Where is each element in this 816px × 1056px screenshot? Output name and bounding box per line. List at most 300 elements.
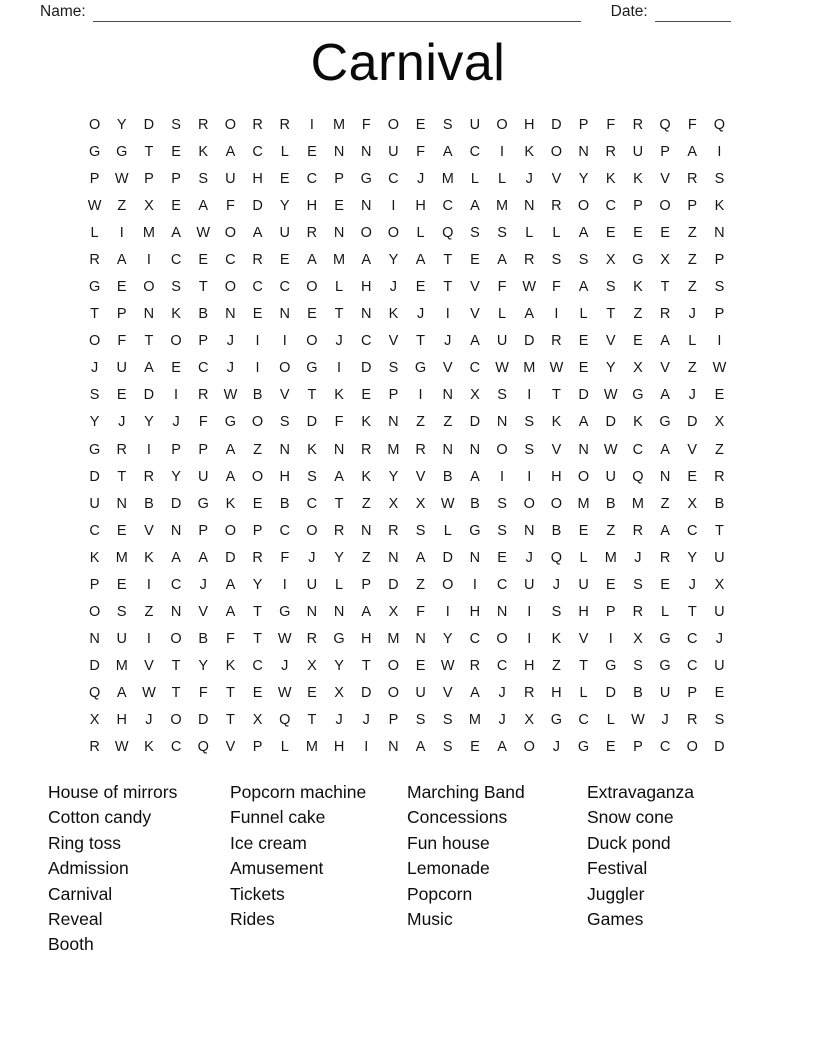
grid-letter: U [89,495,100,512]
grid-letter: R [524,685,535,702]
grid-letter: N [524,522,535,539]
grid-letter: A [497,251,507,268]
grid-letter: R [198,116,209,133]
grid-letter: E [415,116,426,133]
grid-letter: R [279,116,290,133]
grid-letter: Y [442,631,453,648]
grid-letter: H [252,170,263,187]
grid-letter: H [551,685,562,702]
grid-letter: Z [443,414,453,431]
grid-letter: Z [361,549,371,566]
grid-letter: Q [442,224,454,241]
grid-letter: Z [117,197,127,214]
grid-letter: E [198,251,209,268]
grid-letter: K [633,414,643,431]
grid-letter: K [225,658,236,675]
grid-letter: Z [253,441,262,458]
grid-letter: C [170,576,182,593]
grid-letter: G [116,143,128,160]
grid-letter: F [225,197,235,214]
grid-letter: B [198,306,209,323]
word-item: Rides [230,909,275,930]
grid-letter: P [633,197,643,214]
grid-letter: P [89,170,100,187]
grid-letter: L [552,224,561,241]
grid-letter: C [496,576,508,593]
grid-letter: E [252,495,263,512]
grid-letter: W [631,712,645,729]
grid-letter: J [715,631,724,648]
grid-letter: C [687,631,698,648]
grid-letter: N [388,549,399,566]
grid-letter: L [579,685,588,702]
grid-letter: W [223,387,238,404]
grid-letter: A [470,685,480,702]
grid-letter: T [307,712,317,729]
grid-letter: W [603,441,618,458]
grid-letter: V [578,631,589,648]
grid-letter: C [469,631,481,648]
grid-letter: L [579,549,588,566]
grid-letter: Z [687,224,697,241]
grid-letter: N [578,441,589,458]
grid-letter: K [605,170,616,187]
grid-letter: C [198,360,209,377]
grid-letter: O [577,197,590,214]
grid-letter: M [387,441,400,458]
grid-letter: N [469,441,481,458]
grid-letter: F [361,116,371,133]
grid-letter: D [687,414,698,431]
grid-letter: M [604,549,617,566]
grid-letter: D [306,414,318,431]
grid-letter: V [388,333,399,350]
grid-letter: U [225,170,236,187]
grid-letter: E [116,279,127,296]
grid-letter: G [632,251,644,268]
grid-letter: H [116,712,127,729]
grid-letter: O [88,333,101,350]
grid-letter: G [88,143,101,160]
grid-letter: M [387,631,400,648]
grid-letter: D [225,549,236,566]
grid-letter: O [387,685,400,702]
grid-letter: S [551,604,562,621]
grid-letter: D [170,495,182,512]
grid-letter: R [306,224,318,241]
grid-letter: C [252,143,263,160]
word-item: Carnival [48,883,113,904]
grid-letter: N [496,414,508,431]
grid-letter: J [362,712,370,729]
grid-letter: E [116,522,127,539]
grid-letter: D [714,739,725,756]
word-item: Ring toss [48,832,121,853]
grid-letter: W [114,739,129,756]
grid-letter: S [171,116,181,133]
grid-letter: I [472,576,477,593]
grid-letter: O [550,143,563,160]
grid-letter: O [306,279,318,296]
grid-letter: I [364,739,369,756]
grid-letter: L [335,279,344,296]
word-item: Booth [48,934,94,955]
grid-letter: Q [550,549,563,566]
word-item: Ice cream [230,832,307,853]
grid-letter: R [632,116,644,133]
grid-letter: Y [252,576,263,593]
grid-letter: U [605,468,616,485]
grid-letter: I [527,468,532,485]
grid-letter: X [470,387,480,404]
grid-letter: D [143,116,155,133]
grid-letter: R [632,604,644,621]
word-item: Reveal [48,909,103,930]
grid-letter: F [416,143,425,160]
grid-letter: U [306,576,318,593]
grid-letter: W [522,279,537,296]
grid-letter: B [198,631,209,648]
grid-letter: P [116,306,127,323]
grid-letter: F [225,631,235,648]
grid-letter: Y [144,414,154,431]
grid-letter: Y [334,658,344,675]
grid-letter: C [496,658,508,675]
grid-letter: R [632,522,644,539]
grid-letter: E [633,224,643,241]
grid-letter: V [442,360,453,377]
grid-letter: X [687,495,698,512]
word-item: Snow cone [587,807,674,828]
grid-letter: G [659,658,671,675]
grid-letter: O [442,576,454,593]
grid-letter: E [714,685,725,702]
grid-letter: L [688,333,697,350]
grid-letter: W [440,495,455,512]
word-bank [0,780,816,965]
grid-letter: B [279,495,290,512]
grid-letter: O [143,279,155,296]
grid-letter: M [305,739,318,756]
grid-letter: X [524,712,535,729]
grid-letter: W [495,360,509,377]
grid-letter: W [277,685,292,702]
grid-letter: E [415,658,426,675]
grid-letter: O [496,631,508,648]
grid-letter: R [361,441,372,458]
word-item: Funnel cake [230,807,326,828]
grid-letter: A [660,387,670,404]
grid-letter: N [388,414,399,431]
word-item: Extravaganza [587,782,695,802]
grid-letter: Y [578,170,589,187]
grid-letter: F [198,685,208,702]
grid-letter: G [306,360,318,377]
grid-letter: E [497,549,507,566]
grid-letter: G [659,631,671,648]
grid-letter: X [660,251,670,268]
grid-letter: J [335,333,343,350]
grid-letter: G [577,739,590,756]
grid-letter: Z [714,441,724,458]
grid-letter: O [306,333,318,350]
grid-letter: L [280,143,289,160]
grid-letter: A [578,224,589,241]
grid-letter: A [660,333,670,350]
grid-letter: E [714,387,725,404]
grid-letter: S [279,414,290,431]
grid-letter: L [579,306,588,323]
grid-letter: R [89,251,100,268]
grid-letter: X [388,495,399,512]
grid-letter: K [551,631,562,648]
word-item: Lemonade [407,858,490,879]
grid-letter: I [282,333,287,350]
grid-letter: A [198,197,209,214]
grid-letter: J [281,658,289,675]
grid-letter: K [388,306,399,323]
word-item: Concessions [407,807,508,828]
grid-letter: E [334,197,344,214]
grid-letter: P [252,739,263,756]
grid-letter: N [333,604,345,621]
grid-letter: Y [334,549,344,566]
grid-letter: F [416,604,425,621]
grid-letter: A [442,143,453,160]
grid-letter: E [605,224,616,241]
grid-letter: U [116,631,127,648]
grid-letter: O [686,739,698,756]
grid-letter: U [524,576,535,593]
grid-letter: U [116,360,127,377]
word-item: Music [407,909,453,930]
grid-letter: I [146,576,151,593]
grid-letter: E [605,576,616,593]
grid-letter: O [523,739,535,756]
grid-letter: Q [88,685,101,702]
grid-letter: C [252,279,263,296]
grid-letter: S [198,170,209,187]
grid-letter: E [252,685,263,702]
grid-letter: L [280,739,289,756]
word-item: Popcorn machine [230,782,367,802]
grid-letter: D [388,576,399,593]
grid-letter: P [144,170,154,187]
grid-letter: I [445,306,450,323]
grid-letter: T [361,658,371,675]
grid-letter: U [388,143,399,160]
grid-letter: J [552,739,561,756]
grid-letter: D [605,685,616,702]
grid-letter: Z [687,251,697,268]
grid-letter: B [252,387,263,404]
grid-letter: A [225,604,236,621]
grid-letter: G [224,414,237,431]
grid-letter: E [171,197,181,214]
grid-letter: H [306,197,318,214]
grid-letter: X [334,685,344,702]
grid-letter: A [116,685,127,702]
grid-letter: X [714,576,725,593]
grid-letter: A [225,576,236,593]
grid-letter: R [551,333,562,350]
grid-letter: E [633,333,643,350]
grid-letter: A [198,549,209,566]
grid-letter: L [416,224,425,241]
word-bank-column [48,780,177,958]
grid-letter: S [551,251,562,268]
grid-letter: R [252,116,263,133]
grid-letter: T [579,658,588,675]
grid-letter: A [660,441,670,458]
grid-letter: A [225,143,236,160]
grid-letter: T [334,495,344,512]
grid-letter: Y [171,468,181,485]
grid-letter: K [361,414,372,431]
grid-letter: S [442,116,453,133]
grid-letter: Z [361,495,371,512]
grid-letter: W [549,360,564,377]
grid-letter: B [633,685,643,702]
grid-letter: C [469,360,481,377]
grid-letter: J [90,360,99,377]
grid-letter: P [714,306,725,323]
grid-letter: N [361,522,372,539]
grid-letter: S [633,576,643,593]
grid-letter: J [172,414,180,431]
grid-letter: M [333,116,346,133]
grid-letter: T [253,631,262,648]
grid-letter: H [415,197,426,214]
grid-letter: J [444,333,452,350]
grid-letter: Z [551,658,561,675]
grid-letter: U [469,116,481,133]
grid-letter: P [252,522,263,539]
grid-letter: T [253,604,262,621]
grid-letter: Z [144,604,154,621]
grid-letter: R [659,549,671,566]
grid-letter: A [307,251,317,268]
grid-letter: T [144,333,154,350]
grid-letter: F [117,333,127,350]
grid-letter: R [198,387,209,404]
word-bank-column [407,780,525,932]
grid-letter: R [306,631,318,648]
grid-letter: T [171,685,181,702]
grid-letter: L [661,604,670,621]
grid-letter: G [88,441,101,458]
grid-letter: A [171,549,181,566]
grid-letter: N [170,604,182,621]
grid-letter: V [415,468,426,485]
grid-letter: P [198,441,209,458]
grid-letter: T [198,279,208,296]
grid-letter: C [687,658,698,675]
grid-letter: I [309,116,314,133]
grid-letter: X [307,658,317,675]
grid-letter: F [606,116,616,133]
grid-letter: I [391,197,396,214]
grid-letter: R [252,549,263,566]
grid-letter: I [337,360,342,377]
grid-letter: P [660,143,670,160]
grid-letter: A [171,224,181,241]
grid-letter: I [174,387,179,404]
grid-letter: Z [416,576,425,593]
grid-letter: O [496,441,508,458]
grid-letter: A [225,441,236,458]
grid-letter: Q [632,468,644,485]
grid-letter: V [687,441,698,458]
grid-letter: K [225,495,236,512]
grid-letter: G [414,360,427,377]
grid-letter: A [578,279,589,296]
grid-letter: L [90,224,99,241]
grid-letter: F [497,279,507,296]
grid-letter: H [524,658,535,675]
grid-letter: P [171,170,181,187]
grid-letter: E [660,576,670,593]
grid-letter: E [116,576,127,593]
grid-letter: V [198,604,209,621]
grid-letter: I [282,576,287,593]
grid-letter: Y [388,251,399,268]
grid-letter: G [659,414,671,431]
grid-letter: D [524,333,535,350]
grid-letter: V [144,522,154,539]
grid-letter: L [470,170,479,187]
grid-letter: C [469,143,481,160]
grid-letter: O [251,414,264,431]
grid-letter: Y [279,197,290,214]
grid-letter: D [89,468,100,485]
grid-letter: K [171,306,181,323]
word-item: Tickets [230,883,285,904]
grid-letter: A [415,549,426,566]
grid-letter: P [687,197,698,214]
grid-letter: I [255,360,260,377]
grid-letter: R [524,251,535,268]
grid-letter: U [714,549,725,566]
grid-letter: T [225,685,235,702]
grid-letter: I [717,333,722,350]
grid-letter: J [634,549,642,566]
grid-letter: N [333,143,345,160]
grid-letter: J [661,712,669,729]
grid-letter: C [306,495,318,512]
grid-letter: O [279,360,291,377]
grid-letter: E [578,360,589,377]
grid-letter: J [118,414,126,431]
grid-letter: E [279,170,290,187]
grid-letter: S [470,224,480,241]
grid-letter: U [714,658,725,675]
grid-letter: T [606,306,616,323]
grid-letter: I [527,387,532,404]
grid-letter: O [224,224,237,241]
grid-letter: O [88,116,101,133]
grid-letter: N [442,387,453,404]
grid-letter: X [144,197,154,214]
grid-letter: Q [197,739,209,756]
grid-letter: A [415,251,426,268]
word-item: Fun house [407,832,490,853]
word-item: House of mirrors [48,782,178,802]
grid-letter: B [442,468,453,485]
grid-letter: G [605,658,617,675]
grid-letter: S [497,387,507,404]
grid-letter: Q [279,712,291,729]
